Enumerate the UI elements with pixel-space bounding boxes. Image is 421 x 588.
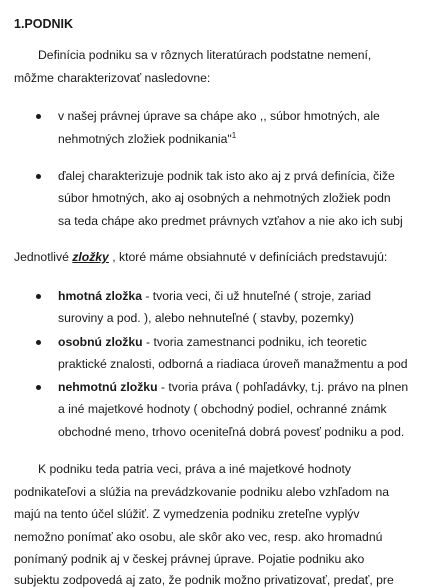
components-intro	[14, 249, 387, 265]
component-2-term: osobnú zložku	[58, 335, 143, 349]
definition-1-line-1: v našej právnej úprave sa chápe ako ,, súbor hmotných, ale	[58, 109, 380, 123]
component-3-line-1	[58, 379, 408, 395]
definition-1-text: nehmotných zložiek podnikania"	[58, 132, 232, 146]
component-2-desc: - tvoria zamestnanci podniku, ich teoretic	[142, 335, 367, 349]
component-3-line-2: a iné majetkové hodnoty ( obchodný podiel, ochranné známk	[58, 402, 387, 416]
component-3-line-3: obchodné meno, trhovo oceniteľná dobrá povesť podniku a pod.	[58, 425, 405, 439]
component-3-term: nehmotnú zložku	[58, 380, 158, 394]
bullet-icon	[36, 174, 41, 179]
component-1-desc: - tvoria veci, či už hnuteľné ( stroje, zariad	[141, 289, 372, 303]
bullet-icon	[36, 114, 41, 119]
component-1-term: hmotná zložka	[58, 289, 142, 303]
components-intro-before: Jednotlivé	[14, 250, 73, 264]
definition-1-line-2	[58, 131, 236, 147]
definition-2-line-1: ďalej charakterizuje podnik tak isto ako aj z prvá definícia, čiže	[58, 169, 395, 183]
closing-line-1: K podniku teda patria veci, práva a iné majetkové hodnoty	[38, 462, 352, 476]
bullet-icon	[36, 294, 41, 299]
intro-line-2: môžme charakterizovať nasledovne:	[14, 71, 211, 85]
closing-line-4: nemožno ponímať ako osobu, ale skôr ako vec, resp. ako hromadnú	[14, 530, 383, 544]
definition-2-line-3: sa teda chápe ako predmet právnych vzťahov a nie ako ich subj	[58, 214, 403, 228]
closing-line-6: subjektu zodpovedá aj zato, že podnik možno privatizovať, predať, pre	[14, 573, 394, 587]
bullet-icon	[36, 340, 41, 345]
components-intro-after: , ktoré máme obsiahnuté v definíciách predstavujú:	[108, 250, 388, 264]
component-2-line-1	[58, 334, 367, 350]
closing-line-2: podnikateľovi a slúžia na prevádzkovanie podniku alebo vzhľadom na	[14, 485, 390, 499]
definition-2-line-2: súbor hmotných, ako aj osobných a nehmotných zložiek podn	[58, 191, 391, 205]
section-heading: 1.PODNIK	[14, 17, 74, 31]
component-1-line-1	[58, 288, 371, 304]
footnote-marker[interactable]: 1	[231, 131, 237, 140]
component-1-line-2: suroviny a pod. ), alebo nehnuteľné ( stavby, pozemky)	[58, 311, 354, 325]
bullet-icon	[36, 385, 41, 390]
intro-line-1: Definícia podniku sa v rôznych literatúrach podstatne nemení,	[38, 48, 372, 62]
closing-line-5: ponímaný podnik aj v českej právnej úprave. Pojatie podniku ako	[14, 552, 365, 566]
component-3-desc: - tvoria práva ( pohľadávky, t.j. právo na plnen	[157, 380, 409, 394]
component-2-line-2: praktické znalosti, odborná a riadiaca úroveň manažmentu a pod	[58, 357, 408, 371]
components-keyword: zložky	[72, 250, 109, 264]
closing-line-3: majú na tento účel slúžiť. Z vymedzenia podniku zreteľne vyplýv	[14, 507, 360, 521]
